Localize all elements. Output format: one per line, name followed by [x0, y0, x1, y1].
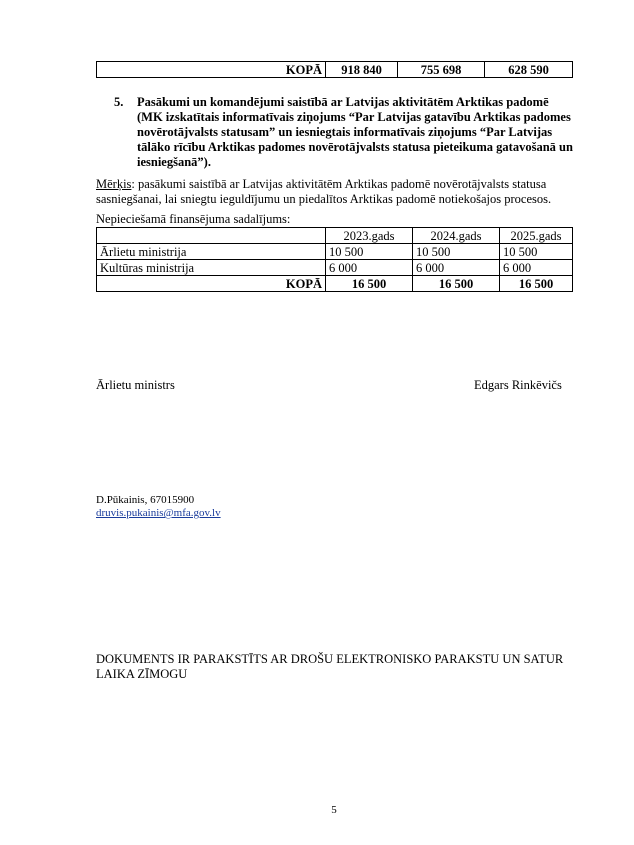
- total-value: 16 500: [326, 276, 413, 292]
- cell-value: 10 500: [500, 244, 573, 260]
- signatory-name: Edgars Rinkēvičs: [474, 378, 562, 392]
- table-row: [97, 62, 573, 78]
- total-value: 16 500: [413, 276, 500, 292]
- row-label: Ārlietu ministrija: [97, 244, 326, 260]
- purpose-label: Mērķis: [96, 177, 132, 191]
- contact-line: D.Pūkainis, 67015900: [96, 494, 195, 506]
- table-header-row: [97, 228, 573, 244]
- column-header: 2024.gads: [413, 228, 500, 244]
- e-signature-notice: DOKUMENTS IR PARAKSTĪTS AR DROŠU ELEKTRONISKO PARAKSTU UN SATUR LAIKA ZĪMOGU: [96, 652, 564, 681]
- contact-block: [96, 494, 221, 520]
- signatory-position: Ārlietu ministrs: [96, 378, 175, 392]
- cell-value: 6 000: [500, 260, 573, 276]
- total-label: KOPĀ: [97, 276, 326, 292]
- funding-table: [96, 227, 573, 292]
- table-row: [97, 260, 573, 276]
- page-number: 5: [331, 804, 337, 816]
- cell-value: 10 500: [413, 244, 500, 260]
- column-header: 2023.gads: [326, 228, 413, 244]
- purpose-paragraph: Mērķis: pasākumi saistībā ar Latvijas aktivitātēm Arktikas padomē novērotājvalsts statusa sasniegšanai, lai sniegtu ieguldījumu un piedalītos Arktikas padomē notiekošajos procesos.: [96, 177, 552, 206]
- total-value: 755 698: [398, 62, 485, 78]
- funding-caption: Nepieciešamā finansējuma sadalījums:: [96, 212, 291, 226]
- total-value: 628 590: [485, 62, 573, 78]
- column-header: 2025.gads: [500, 228, 573, 244]
- cell-value: 6 000: [413, 260, 500, 276]
- section-heading: Pasākumi un komandējumi saistībā ar Latvijas aktivitātēm Arktikas padomē (MK izskatītais informatīvais ziņojums “Par Latvijas gatavību Arktikas padomes novērotājvalsts statusam” un iesniegtais informatīvais ziņojums “Par Latvijas tālāko rīcību Arktikas padomes novērotājvalsts statusa pieteikuma gatavošanā un iesniegšanā”).: [137, 95, 573, 169]
- row-label: Kultūras ministrija: [97, 260, 326, 276]
- total-summary-table: [96, 61, 573, 78]
- cell-value: 6 000: [326, 260, 413, 276]
- total-label: KOPĀ: [97, 62, 326, 78]
- table-total-row: [97, 276, 573, 292]
- section-number: 5.: [114, 95, 124, 109]
- total-value: 918 840: [326, 62, 398, 78]
- table-row: [97, 244, 573, 260]
- total-value: 16 500: [500, 276, 573, 292]
- contact-email-link[interactable]: druvis.pukainis@mfa.gov.lv: [96, 507, 221, 519]
- cell-value: 10 500: [326, 244, 413, 260]
